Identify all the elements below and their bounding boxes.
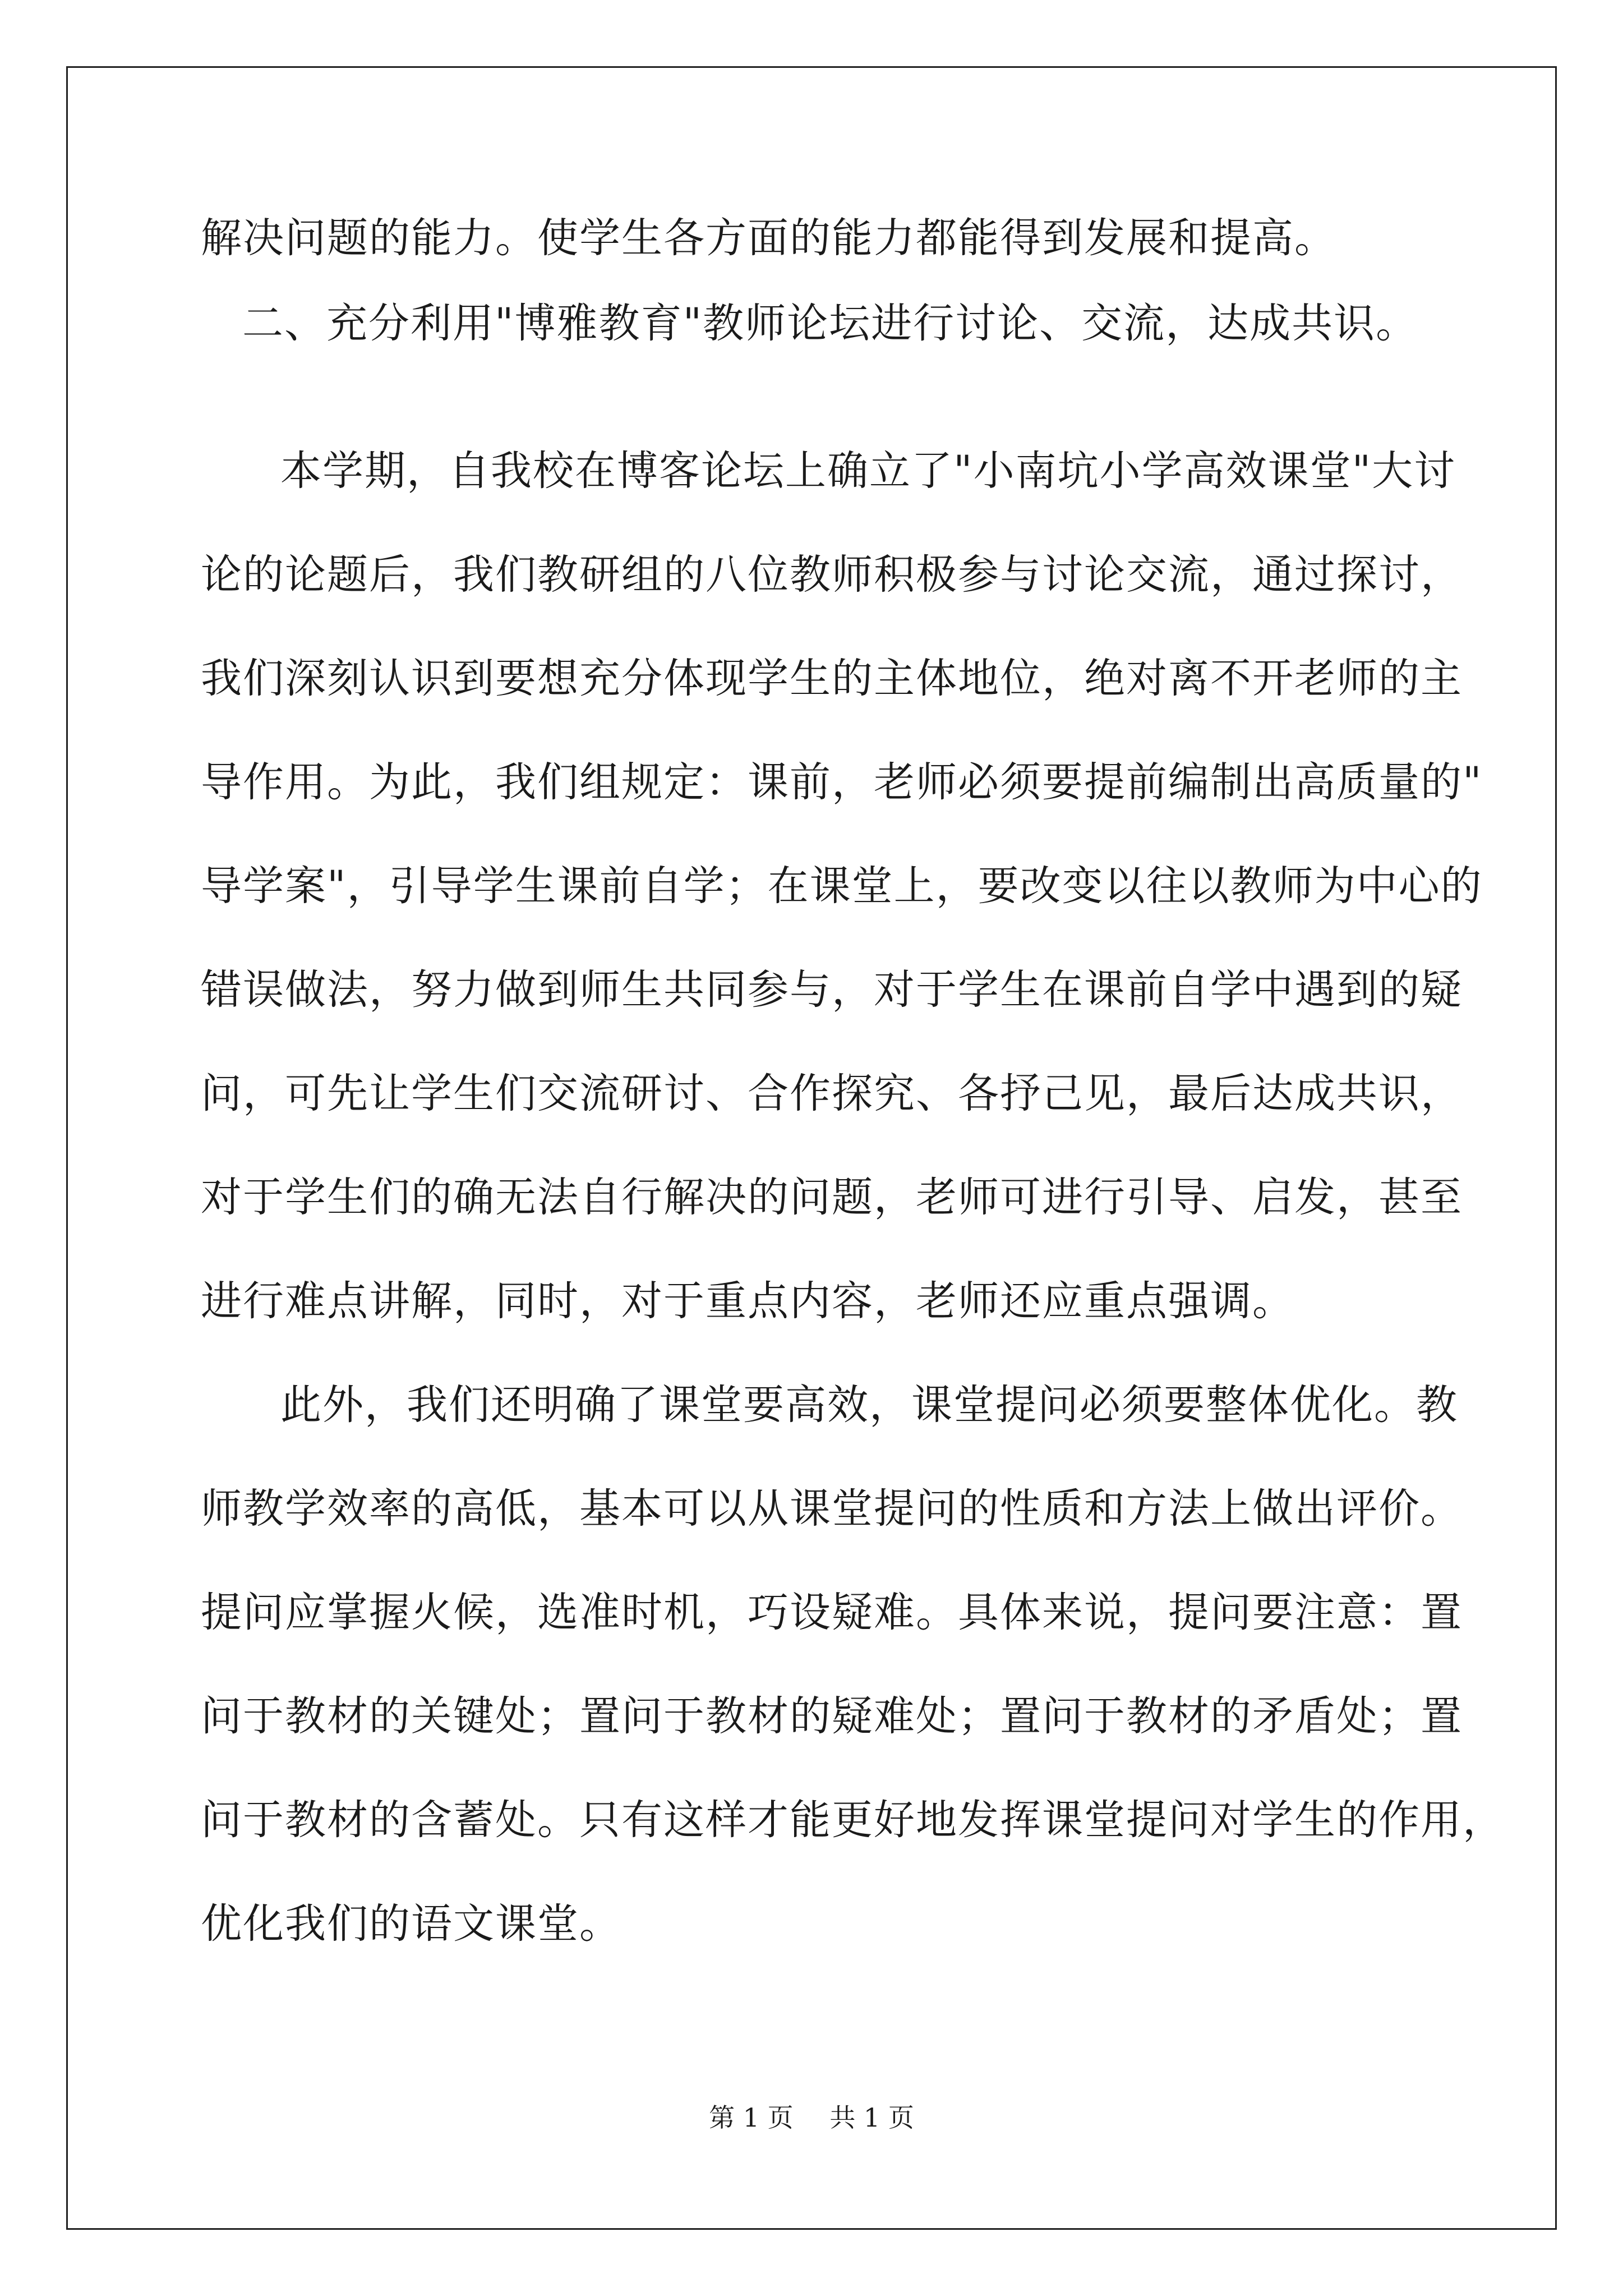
paragraph-line: 导作用。为此，我们组规定：课前，老师必须要提前编制出高质量的" — [201, 758, 1483, 806]
paragraph-line: 解决问题的能力。使学生各方面的能力都能得到发展和提高。 — [201, 214, 1336, 262]
paragraph-line: 优化我们的语文课堂。 — [201, 1900, 621, 1948]
paragraph-line: 提问应掌握火候，选准时机，巧设疑难。具体来说，提问要注意：置 — [201, 1589, 1463, 1636]
paragraph-line: 进行难点讲解，同时，对于重点内容，老师还应重点强调。 — [201, 1277, 1294, 1325]
section-heading: 二、充分利用"博雅教育"教师论坛进行讨论、交流，达成共识。 — [242, 300, 1418, 347]
page-total: 共 1 页 — [829, 2102, 914, 2133]
paragraph-line: 问于教材的含蓄处。只有这样才能更好地发挥课堂提问对学生的作用， — [201, 1796, 1505, 1844]
paragraph-line: 问于教材的关键处；置问于教材的疑难处；置问于教材的矛盾处；置 — [201, 1692, 1463, 1740]
paragraph-line: 对于学生们的确无法自行解决的问题，老师可进行引导、启发，甚至 — [201, 1174, 1463, 1221]
paragraph-line: 错误做法，努力做到师生共同参与，对于学生在课前自学中遇到的疑 — [201, 966, 1463, 1014]
page-footer — [0, 2101, 1623, 2134]
paragraph-line: 导学案"，引导学生课前自学；在课堂上，要改变以往以教师为中心的 — [201, 862, 1483, 910]
paragraph-line: 此外，我们还明确了课堂要高效，课堂提问必须要整体优化。教 — [280, 1381, 1458, 1429]
paragraph-line: 本学期，自我校在博客论坛上确立了"小南坑小学高效课堂"大讨 — [280, 447, 1456, 495]
paragraph-line: 师教学效率的高低，基本可以从课堂提问的性质和方法上做出评价。 — [201, 1485, 1463, 1533]
paragraph-line: 我们深刻认识到要想充分体现学生的主体地位，绝对离不开老师的主 — [201, 655, 1463, 702]
paragraph-line: 论的论题后，我们教研组的八位教师积极参与讨论交流，通过探讨， — [201, 551, 1463, 599]
page-number: 第 1 页 — [709, 2102, 794, 2133]
paragraph-line: 问，可先让学生们交流研讨、合作探究、各抒己见，最后达成共识， — [201, 1070, 1463, 1117]
